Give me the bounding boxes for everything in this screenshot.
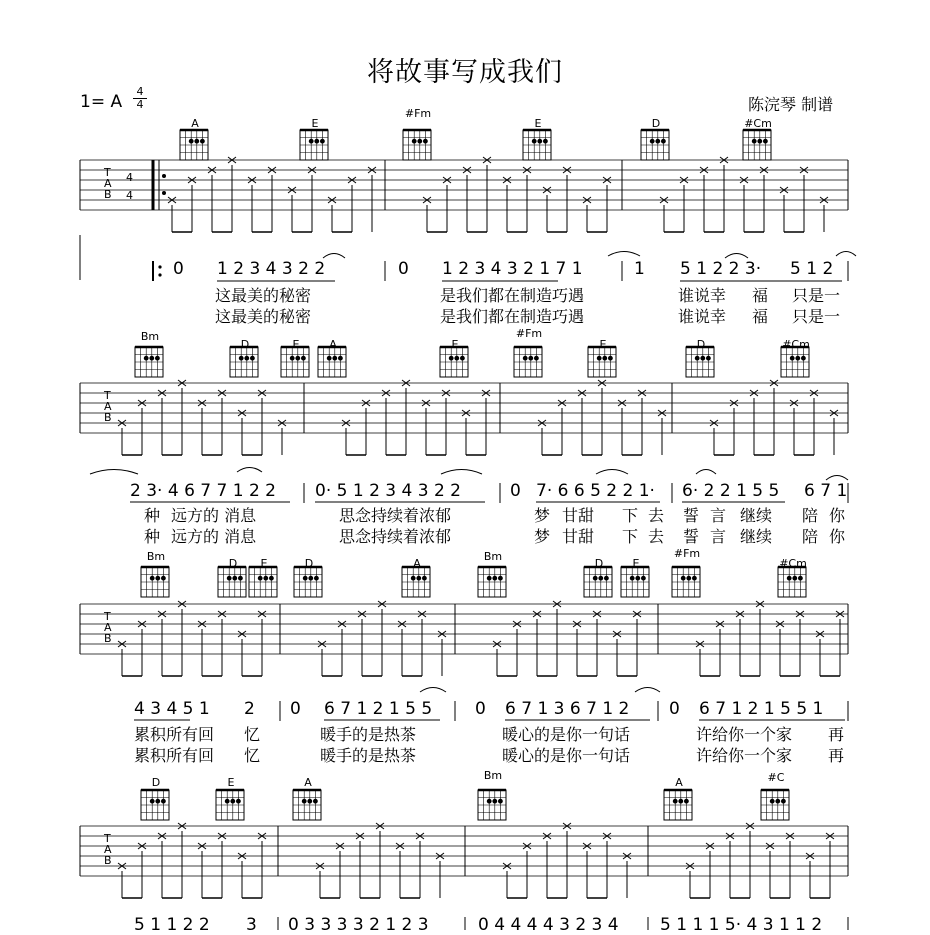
chord-name: A bbox=[675, 776, 683, 789]
lyric: 谁说幸 bbox=[678, 307, 727, 326]
chord-finger-dot bbox=[523, 356, 528, 361]
chord-finger-dot bbox=[681, 576, 686, 581]
chord-finger-dot bbox=[227, 576, 232, 581]
chord-name: E bbox=[599, 338, 607, 351]
lyric: 继续 bbox=[740, 527, 773, 546]
chord-finger-dot bbox=[194, 139, 199, 144]
lyric: 是我们都在制造巧遇 bbox=[440, 307, 585, 326]
chord-name: E bbox=[292, 338, 300, 351]
lyric: 思念持续着浓郁 bbox=[339, 506, 452, 525]
repeat-dot bbox=[158, 265, 161, 268]
chord-name: E bbox=[260, 557, 268, 570]
chord-name: E bbox=[534, 117, 542, 130]
chord-finger-dot bbox=[302, 799, 307, 804]
jianpu-notes: 3 bbox=[246, 915, 257, 935]
chord-finger-dot bbox=[770, 799, 775, 804]
tie-arc bbox=[635, 688, 660, 693]
tie-arc bbox=[836, 252, 856, 257]
chord-name: #Fm bbox=[515, 327, 543, 340]
chord-finger-dot bbox=[250, 356, 255, 361]
lyric: 陪 bbox=[802, 527, 819, 546]
lyric: 福 bbox=[752, 307, 769, 326]
chord-finger-dot bbox=[757, 139, 762, 144]
chord-finger-dot bbox=[301, 356, 306, 361]
lyric: 甘甜 bbox=[562, 527, 595, 546]
lyric: 下 bbox=[622, 527, 639, 546]
chord-finger-dot bbox=[314, 139, 319, 144]
chord-finger-dot bbox=[602, 356, 607, 361]
chord-name: #Fm bbox=[404, 107, 432, 120]
chord-name: #Cm bbox=[782, 338, 810, 351]
chord-finger-dot bbox=[269, 576, 274, 581]
repeat-dot bbox=[162, 174, 166, 178]
tab-clef-letter: A bbox=[104, 843, 112, 856]
lyric: 许给你一个家 bbox=[696, 746, 793, 765]
jianpu-notes: 4 3 4 5 1 bbox=[134, 699, 210, 719]
tie-arc bbox=[696, 470, 716, 475]
tab-clef-letter: B bbox=[104, 411, 112, 424]
chord-finger-dot bbox=[332, 356, 337, 361]
repeat-dot bbox=[162, 191, 166, 195]
lyric: 陪 bbox=[802, 506, 819, 525]
lyric: 下 bbox=[622, 506, 639, 525]
transcriber-credit: 陈浣琴 制谱 bbox=[748, 95, 834, 114]
chord-finger-dot bbox=[150, 576, 155, 581]
lyric: 继续 bbox=[740, 506, 773, 525]
chord-finger-dot bbox=[412, 139, 417, 144]
lyric: 是我们都在制造巧遇 bbox=[440, 286, 585, 305]
lyric: 暖心的是你一句话 bbox=[502, 746, 631, 765]
jianpu-notes: 5 1 1 2 2 bbox=[134, 915, 210, 935]
chord-name: D bbox=[228, 557, 238, 570]
chord-finger-dot bbox=[308, 576, 313, 581]
chord-finger-dot bbox=[150, 799, 155, 804]
lyric: 种 bbox=[144, 527, 161, 546]
lyric: 福 bbox=[752, 286, 769, 305]
lyric: 暖心的是你一句话 bbox=[502, 725, 631, 744]
chord-finger-dot bbox=[161, 576, 166, 581]
repeat-dot bbox=[158, 273, 161, 276]
chord-finger-dot bbox=[781, 799, 786, 804]
chord-finger-dot bbox=[532, 139, 537, 144]
tab-clef-letter: A bbox=[104, 400, 112, 413]
tab-clef-letter: B bbox=[104, 632, 112, 645]
lyric: 誓 bbox=[683, 506, 700, 525]
jianpu-notes: 6 7 1 3 6 7 1 2 bbox=[505, 699, 630, 719]
lyric: 言 bbox=[710, 506, 727, 525]
chord-finger-dot bbox=[700, 356, 705, 361]
chord-finger-dot bbox=[534, 356, 539, 361]
lyric: 这最美的秘密 bbox=[215, 307, 312, 326]
lyric: 忆 bbox=[244, 746, 261, 765]
jianpu-notes: 0 bbox=[173, 259, 184, 279]
chord-finger-dot bbox=[411, 576, 416, 581]
chord-finger-dot bbox=[537, 139, 542, 144]
chord-finger-dot bbox=[775, 799, 780, 804]
chord-name: E bbox=[632, 557, 640, 570]
chord-finger-dot bbox=[307, 799, 312, 804]
chord-finger-dot bbox=[263, 576, 268, 581]
tie-arc bbox=[725, 254, 748, 259]
chord-name: Bm bbox=[483, 550, 503, 563]
tie-arc bbox=[826, 476, 848, 481]
jianpu-notes: 2 bbox=[244, 699, 255, 719]
jianpu-notes: 0 bbox=[669, 699, 680, 719]
tab-clef-letter: T bbox=[104, 832, 111, 845]
lyric: 甘甜 bbox=[562, 506, 595, 525]
tie-arc bbox=[237, 468, 262, 473]
chord-finger-dot bbox=[650, 139, 655, 144]
chord-finger-dot bbox=[543, 139, 548, 144]
chord-finger-dot bbox=[423, 139, 428, 144]
chord-name: D bbox=[151, 776, 161, 789]
lyric: 这最美的秘密 bbox=[215, 286, 312, 305]
chord-finger-dot bbox=[792, 576, 797, 581]
chord-finger-dot bbox=[498, 799, 503, 804]
time-signature bbox=[133, 86, 147, 111]
chord-finger-dot bbox=[678, 799, 683, 804]
chord-finger-dot bbox=[309, 139, 314, 144]
chord-finger-dot bbox=[593, 576, 598, 581]
chord-finger-dot bbox=[232, 576, 237, 581]
lyric: 誓 bbox=[683, 527, 700, 546]
lyric: 许给你一个家 bbox=[696, 725, 793, 744]
lyric: 再 bbox=[828, 746, 845, 765]
tie-arc bbox=[323, 254, 345, 259]
tab-clef-letter: A bbox=[104, 177, 112, 190]
chord-finger-dot bbox=[597, 356, 602, 361]
tie-arc bbox=[420, 688, 446, 693]
chord-name: D bbox=[696, 338, 706, 351]
lyric: 只是一 bbox=[792, 307, 841, 326]
lyric: 远方的 消息 bbox=[171, 506, 257, 525]
chord-finger-dot bbox=[790, 356, 795, 361]
chord-finger-dot bbox=[661, 139, 666, 144]
jianpu-notes: 0· 5 1 2 3 4 3 2 2 bbox=[315, 481, 461, 501]
lyric: 你 bbox=[829, 527, 846, 546]
tab-clef-letter: T bbox=[104, 166, 111, 179]
chord-finger-dot bbox=[244, 356, 249, 361]
chord-name: A bbox=[413, 557, 421, 570]
lyric: 远方的 消息 bbox=[171, 527, 257, 546]
chord-name: #Fm bbox=[673, 547, 701, 560]
jianpu-notes: 6 7 1 2 1 5 5 1 bbox=[699, 699, 824, 719]
chord-finger-dot bbox=[155, 356, 160, 361]
tab-clef-letter: A bbox=[104, 621, 112, 634]
jianpu-notes: 1 bbox=[634, 259, 645, 279]
chord-finger-dot bbox=[320, 139, 325, 144]
chord-finger-dot bbox=[635, 576, 640, 581]
jianpu-notes: 7· 6 6 5 2 2 1· bbox=[536, 481, 655, 501]
lyric: 忆 bbox=[244, 725, 261, 744]
chord-finger-dot bbox=[314, 576, 319, 581]
chord-name: Bm bbox=[483, 769, 503, 782]
lyric: 再 bbox=[828, 725, 845, 744]
jianpu-notes: 1 2 3 4 3 2 2 bbox=[217, 259, 326, 279]
chord-finger-dot bbox=[492, 576, 497, 581]
lyric: 累积所有回 bbox=[134, 746, 215, 765]
chord-finger-dot bbox=[238, 576, 243, 581]
jianpu-notes: 0 bbox=[290, 699, 301, 719]
chord-finger-dot bbox=[449, 356, 454, 361]
chord-finger-dot bbox=[338, 356, 343, 361]
chord-finger-dot bbox=[422, 576, 427, 581]
chord-name: A bbox=[191, 117, 199, 130]
tab-time-digit: 4 bbox=[126, 171, 133, 184]
chord-finger-dot bbox=[684, 799, 689, 804]
chord-finger-dot bbox=[492, 799, 497, 804]
chord-name: E bbox=[311, 117, 319, 130]
chord-finger-dot bbox=[798, 576, 803, 581]
chord-finger-dot bbox=[327, 356, 332, 361]
chord-finger-dot bbox=[200, 139, 205, 144]
time-signature-bottom: 4 bbox=[133, 98, 147, 111]
jianpu-notes: 0 bbox=[398, 259, 409, 279]
chord-finger-dot bbox=[686, 576, 691, 581]
chord-finger-dot bbox=[498, 576, 503, 581]
chord-finger-dot bbox=[598, 576, 603, 581]
chord-finger-dot bbox=[155, 799, 160, 804]
chord-finger-dot bbox=[258, 576, 263, 581]
chord-name: E bbox=[227, 776, 235, 789]
chord-name: Bm bbox=[140, 330, 160, 343]
chord-finger-dot bbox=[692, 576, 697, 581]
chord-finger-dot bbox=[416, 576, 421, 581]
chord-finger-dot bbox=[454, 356, 459, 361]
chord-finger-dot bbox=[641, 576, 646, 581]
chord-finger-dot bbox=[752, 139, 757, 144]
chord-finger-dot bbox=[655, 139, 660, 144]
lyric: 暖手的是热茶 bbox=[320, 725, 417, 744]
lyric: 去 bbox=[648, 527, 665, 546]
tie-arc bbox=[441, 470, 482, 475]
jianpu-notes: 0 4 4 4 4 3 2 3 4 bbox=[478, 915, 619, 935]
chord-name: #Cm bbox=[744, 117, 772, 130]
chord-name: Bm bbox=[146, 550, 166, 563]
chord-name: A bbox=[304, 776, 312, 789]
chord-finger-dot bbox=[695, 356, 700, 361]
lyric: 累积所有回 bbox=[134, 725, 215, 744]
tab-clef-letter: B bbox=[104, 854, 112, 867]
chord-finger-dot bbox=[787, 576, 792, 581]
chord-finger-dot bbox=[801, 356, 806, 361]
jianpu-notes: 0 bbox=[510, 481, 521, 501]
jianpu-notes: 6 7 1 2 1 5 5 bbox=[324, 699, 433, 719]
chord-finger-dot bbox=[460, 356, 465, 361]
chord-finger-dot bbox=[706, 356, 711, 361]
chord-finger-dot bbox=[604, 576, 609, 581]
chord-name: E bbox=[451, 338, 459, 351]
chord-finger-dot bbox=[417, 139, 422, 144]
jianpu-notes: 6 7 1 bbox=[804, 481, 848, 501]
lyric: 你 bbox=[829, 506, 846, 525]
tab-clef-letter: T bbox=[104, 610, 111, 623]
lyric: 只是一 bbox=[792, 286, 841, 305]
chord-finger-dot bbox=[673, 799, 678, 804]
key-signature: 1= A bbox=[80, 92, 123, 112]
jianpu-notes: 0 3 3 3 3 2 1 2 3 bbox=[288, 915, 429, 935]
chord-name: #Cm bbox=[779, 557, 807, 570]
time-signature-top: 4 bbox=[136, 85, 144, 98]
tab-clef-letter: T bbox=[104, 389, 111, 402]
chord-finger-dot bbox=[149, 356, 154, 361]
lyric: 谁说幸 bbox=[678, 286, 727, 305]
song-title: 将故事写成我们 bbox=[367, 57, 563, 88]
chord-finger-dot bbox=[239, 356, 244, 361]
chord-finger-dot bbox=[795, 356, 800, 361]
chord-finger-dot bbox=[487, 576, 492, 581]
chord-finger-dot bbox=[528, 356, 533, 361]
lyric: 暖手的是热茶 bbox=[320, 746, 417, 765]
jianpu-notes: 5 1 1 1 5· 4 3 1 1 2 bbox=[660, 915, 823, 935]
chord-finger-dot bbox=[225, 799, 230, 804]
tab-clef-letter: B bbox=[104, 188, 112, 201]
chord-finger-dot bbox=[608, 356, 613, 361]
chord-finger-dot bbox=[144, 356, 149, 361]
chord-finger-dot bbox=[290, 356, 295, 361]
chord-finger-dot bbox=[161, 799, 166, 804]
jianpu-notes: 1 2 3 4 3 2 1 7 1 bbox=[442, 259, 583, 279]
chord-name: D bbox=[651, 117, 661, 130]
jianpu-notes: 2 3· 4 6 7 7 1 2 2 bbox=[130, 481, 276, 501]
chord-finger-dot bbox=[230, 799, 235, 804]
jianpu-notes: 6· 2 2 1 5 5 bbox=[682, 481, 780, 501]
tie-arc bbox=[596, 470, 628, 475]
chord-finger-dot bbox=[313, 799, 318, 804]
chord-finger-dot bbox=[236, 799, 241, 804]
chord-finger-dot bbox=[155, 576, 160, 581]
lyric: 思念持续着浓郁 bbox=[339, 527, 452, 546]
tie-arc bbox=[90, 470, 138, 475]
chord-name: D bbox=[594, 557, 604, 570]
chord-name: #C bbox=[767, 771, 785, 784]
chord-name: D bbox=[304, 557, 314, 570]
lyric: 种 bbox=[144, 506, 161, 525]
chord-finger-dot bbox=[763, 139, 768, 144]
tie-arc bbox=[608, 252, 640, 257]
chord-finger-dot bbox=[630, 576, 635, 581]
lyric: 梦 bbox=[534, 506, 551, 525]
jianpu-notes: 0 bbox=[475, 699, 486, 719]
jianpu-notes: 5 1 2 2 3· bbox=[680, 259, 762, 279]
chord-finger-dot bbox=[189, 139, 194, 144]
lyric: 言 bbox=[710, 527, 727, 546]
tab-time-digit: 4 bbox=[126, 189, 133, 202]
jianpu-notes: 5 1 2 bbox=[790, 259, 834, 279]
chord-name: D bbox=[240, 338, 250, 351]
chord-name: A bbox=[329, 338, 337, 351]
chord-finger-dot bbox=[295, 356, 300, 361]
lyric: 梦 bbox=[534, 527, 551, 546]
chord-finger-dot bbox=[487, 799, 492, 804]
lyric: 去 bbox=[648, 506, 665, 525]
chord-finger-dot bbox=[303, 576, 308, 581]
